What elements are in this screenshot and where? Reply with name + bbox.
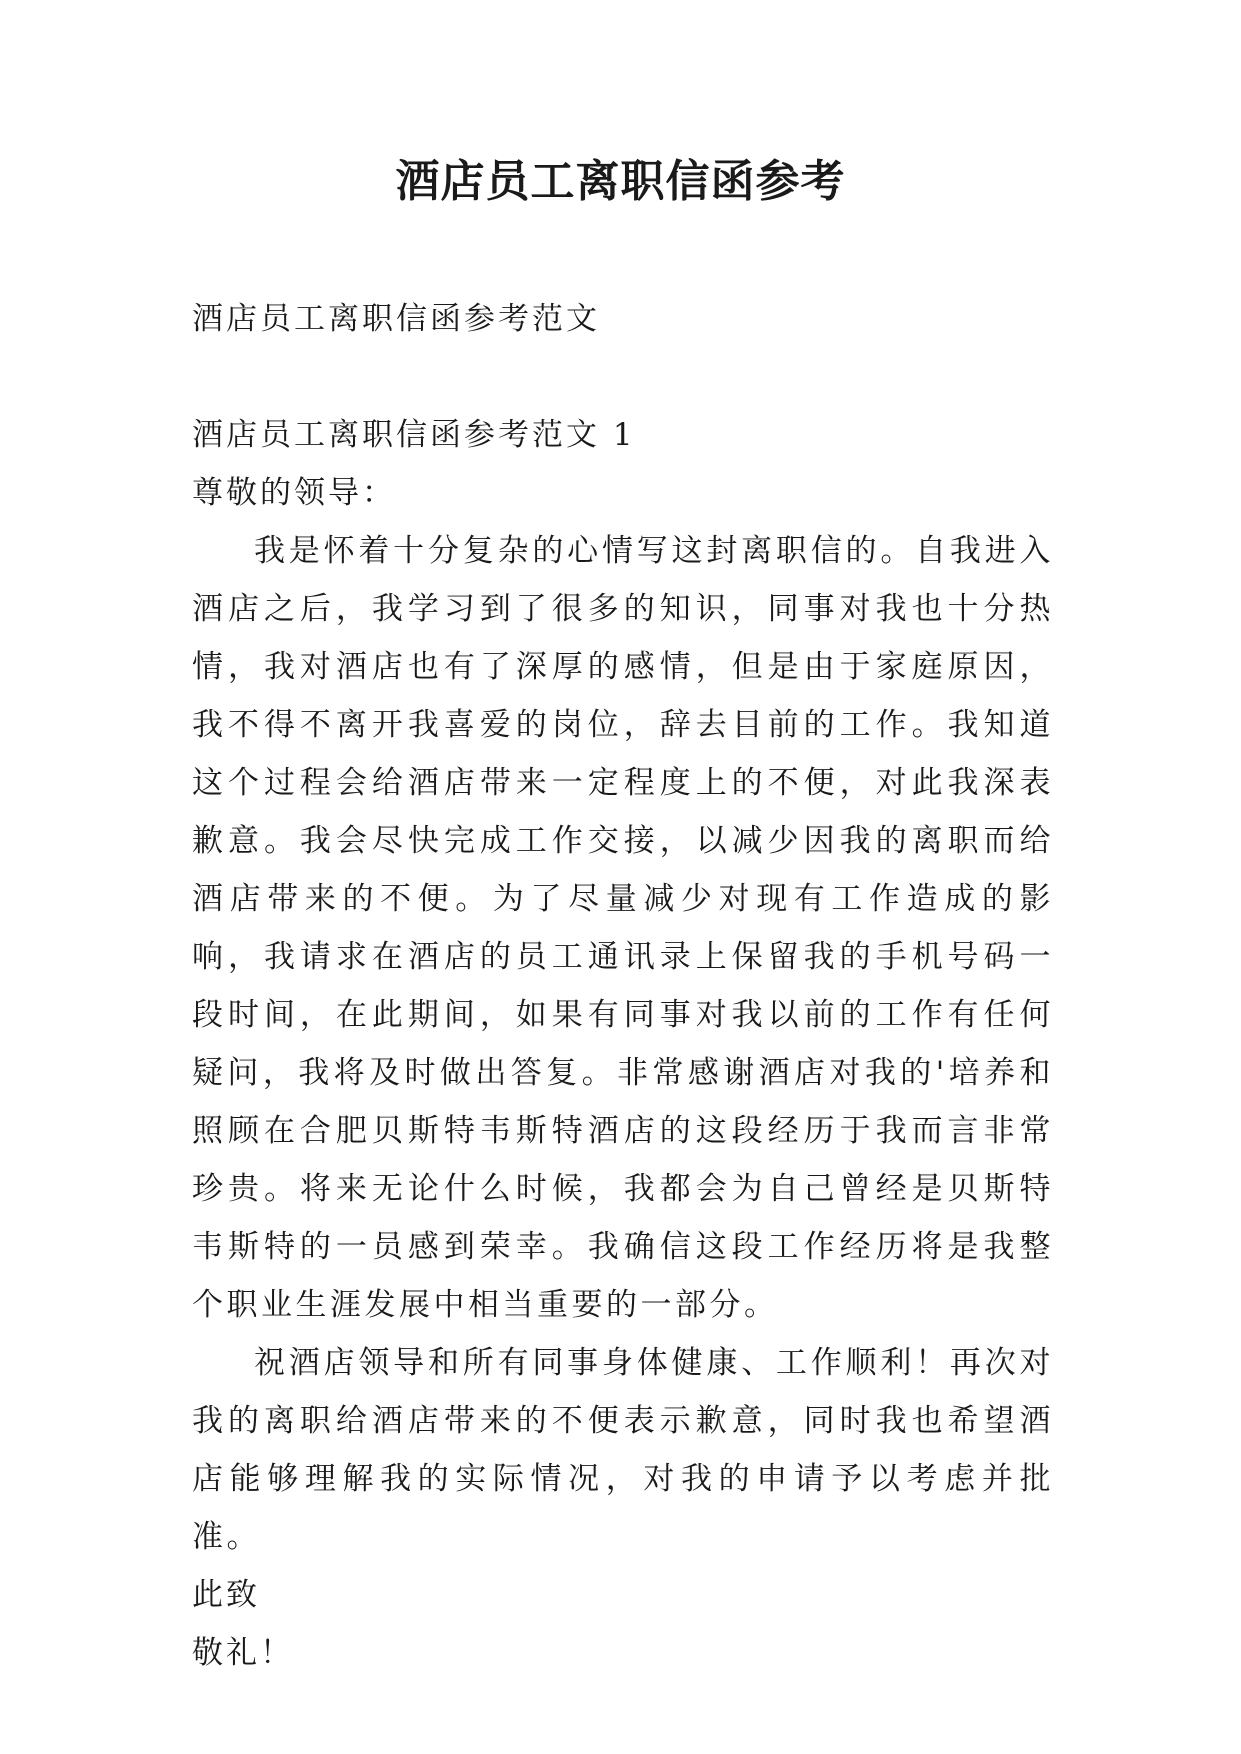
closing-line-2: 敬礼！ <box>192 1635 294 1671</box>
document-body <box>192 290 1054 1682</box>
body-paragraph-1: 我是怀着十分复杂的心情写这封离职信的。自我进入酒店之后，我学习到了很多的知识，同事对我也十分热情，我对酒店也有了深厚的感情，但是由于家庭原因，我不得不离开我喜爱的岗位，辞去目前的工作。我知道这个过程会给酒店带来一定程度上的不便，对此我深表歉意。我会尽快完成工作交接，以减少因我的离职而给酒店带来的不便。为了尽量减少对现有工作造成的影响，我请求在酒店的员工通讯录上保留我的手机号码一段时间，在此期间，如果有同事对我以前的工作有任何疑问，我将及时做出答复。非常感谢酒店对我的'培养和照顾在合肥贝斯特韦斯特酒店的这段经历于我而言非常珍贵。将来无论什么时候，我都会为自己曾经是贝斯特韦斯特的一员感到荣幸。我确信这段工作经历将是我整个职业生涯发展中相当重要的一部分。 <box>192 533 1054 1323</box>
salutation: 尊敬的领导： <box>192 475 396 511</box>
document-subtitle: 酒店员工离职信函参考范文 <box>192 301 600 337</box>
closing-line-1: 此致 <box>192 1577 260 1613</box>
article-title: 酒店员工离职信函参考范文 1 <box>192 417 636 453</box>
body-paragraph-2: 祝酒店领导和所有同事身体健康、工作顺利！再次对我的离职给酒店带来的不便表示歉意，同时我也希望酒店能够理解我的实际情况，对我的申请予以考虑并批准。 <box>192 1345 1054 1555</box>
document-title: 酒店员工离职信函参考 <box>395 156 846 207</box>
